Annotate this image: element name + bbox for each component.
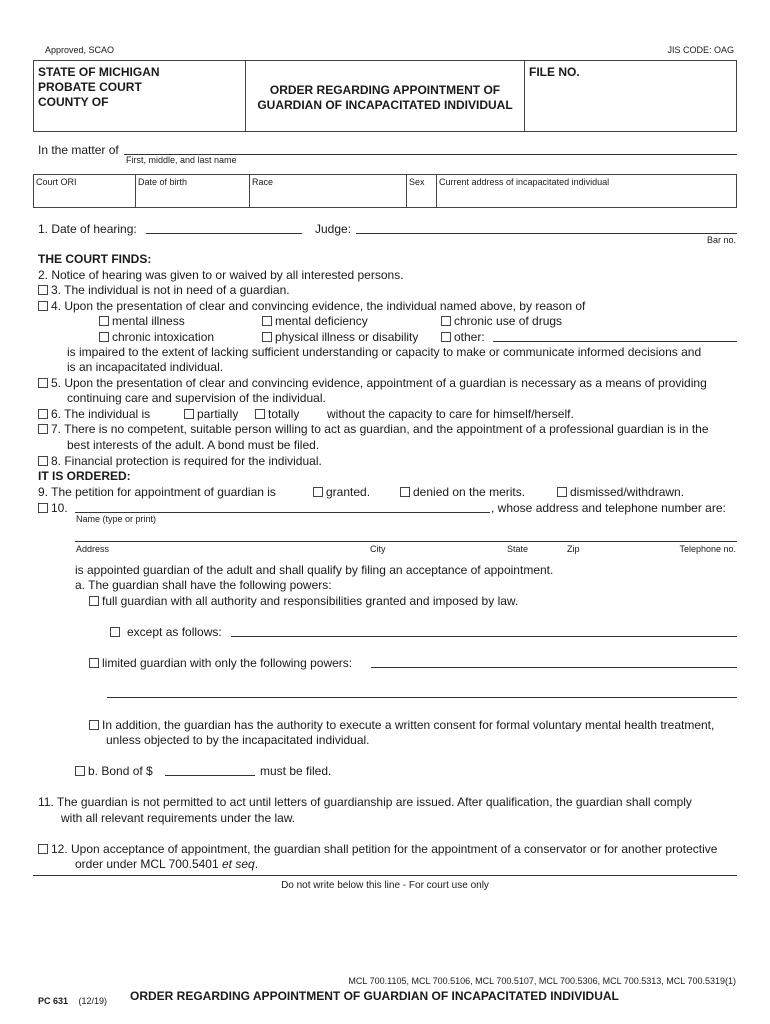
finding-8: 8. Financial protection is required for the individual.: [38, 454, 322, 468]
checkbox-order-12[interactable]: [38, 844, 48, 854]
footer-form-title: ORDER REGARDING APPOINTMENT OF GUARDIAN OF INCAPACITATED INDIVIDUAL: [130, 989, 619, 1003]
checkbox-order-10[interactable]: [38, 503, 48, 513]
guardian-address-field[interactable]: [75, 541, 737, 542]
judge-field[interactable]: [356, 233, 737, 234]
finding-4: 4. Upon the presentation of clear and convincing evidence, the individual named above, by reason of: [38, 299, 585, 313]
option-partially: partially: [184, 407, 238, 421]
col-court-ori[interactable]: Court ORI: [36, 177, 77, 187]
bond-amount-field[interactable]: [165, 775, 255, 776]
checkbox-physical-illness[interactable]: [262, 332, 272, 342]
form-title-line2: GUARDIAN OF INCAPACITATED INDIVIDUAL: [257, 98, 513, 112]
checkbox-finding-7[interactable]: [38, 424, 48, 434]
finding-7: 7. There is no competent, suitable person willing to act as guardian, and the appointment of a professional guardian is in the: [38, 422, 709, 436]
checkbox-chronic-intoxication[interactable]: [99, 332, 109, 342]
powers-heading: a. The guardian shall have the following powers:: [75, 578, 332, 592]
zip-label: Zip: [567, 544, 580, 554]
checkbox-except[interactable]: [110, 627, 120, 637]
address-label: Address: [76, 544, 110, 554]
except-field[interactable]: [231, 636, 737, 637]
option-mental-illness: mental illness: [99, 314, 185, 328]
checkbox-full-guardian[interactable]: [89, 596, 99, 606]
col-date-of-birth[interactable]: Date of birth: [138, 177, 188, 187]
limited-powers-field[interactable]: [371, 667, 737, 668]
checkbox-mental-deficiency[interactable]: [262, 316, 272, 326]
finding-4-cont1: is impaired to the extent of lacking sufficient understanding or capacity to make or communicate informed decisions and: [67, 345, 702, 359]
mcl-references: MCL 700.1105, MCL 700.5106, MCL 700.5107, MCL 700.5306, MCL 700.5313, MCL 700.5319(1): [348, 976, 736, 986]
limited-powers-field-2[interactable]: [107, 697, 737, 698]
mental-health-option: In addition, the guardian has the authority to execute a written consent for formal voluntary mental health treatment,: [89, 718, 714, 732]
col-address[interactable]: Current address of incapacitated individual: [439, 177, 610, 187]
checkbox-partially[interactable]: [184, 409, 194, 419]
option-denied: denied on the merits.: [400, 485, 525, 499]
matter-label: In the matter of: [38, 143, 119, 157]
checkbox-totally[interactable]: [255, 409, 265, 419]
approved-label: Approved, SCAO: [45, 45, 115, 55]
checkbox-finding-6[interactable]: [38, 409, 48, 419]
option-physical-illness: physical illness or disability: [262, 330, 418, 344]
city-label: City: [370, 544, 386, 554]
order-11-line1: 11. The guardian is not permitted to act until letters of guardianship are issued. After qualification, the guardian shall comply: [38, 795, 692, 809]
other-reason-field[interactable]: [493, 341, 737, 342]
court-label: PROBATE COURT: [38, 80, 142, 94]
order-12: 12. Upon acceptance of appointment, the guardian shall petition for the appointment of a conservator or for another protective: [38, 842, 717, 856]
mental-health-cont: unless objected to by the incapacitated individual.: [106, 733, 370, 747]
state-label: STATE OF MICHIGAN: [38, 65, 160, 79]
finding-4-cont2: is an incapacitated individual.: [67, 360, 224, 374]
county-label: COUNTY OF: [38, 95, 109, 109]
file-no-label: FILE NO.: [529, 65, 580, 79]
checkbox-finding-8[interactable]: [38, 456, 48, 466]
bond-option: b. Bond of $: [75, 764, 153, 778]
finding-6-end: without the capacity to care for himself/herself.: [327, 407, 574, 421]
jis-code: JIS CODE: OAG: [667, 45, 734, 55]
order-9: 9. The petition for appointment of guardian is: [38, 485, 276, 499]
order-11-line2: with all relevant requirements under the law.: [61, 811, 296, 825]
checkbox-bond[interactable]: [75, 766, 85, 776]
option-dismissed: dismissed/withdrawn.: [557, 485, 684, 499]
checkbox-dismissed[interactable]: [557, 487, 567, 497]
option-granted: granted.: [313, 485, 370, 499]
ordered-heading: IT IS ORDERED:: [38, 469, 131, 483]
option-chronic-intoxication: chronic intoxication: [99, 330, 214, 344]
checkbox-finding-4[interactable]: [38, 301, 48, 311]
except-option: except as follows:: [110, 625, 222, 639]
hearing-date-label: 1. Date of hearing:: [38, 222, 137, 236]
option-other: other:: [441, 330, 485, 344]
form-id: PC 631 (12/19): [38, 996, 108, 1006]
checkbox-mental-illness[interactable]: [99, 316, 109, 326]
court-use-label: Do not write below this line - For court use only: [281, 880, 489, 891]
guardian-name-field[interactable]: [75, 512, 490, 513]
checkbox-chronic-drugs[interactable]: [441, 316, 451, 326]
full-guardian-option: full guardian with all authority and responsibilities granted and imposed by law.: [89, 594, 518, 608]
finding-5: 5. Upon the presentation of clear and convincing evidence, appointment of a guardian is necessary as a means of providing: [38, 376, 707, 390]
finding-3: 3. The individual is not in need of a guardian.: [38, 283, 290, 297]
state-label-addr: State: [507, 544, 529, 554]
judge-label: Judge:: [315, 222, 352, 236]
checkbox-finding-3[interactable]: [38, 285, 48, 295]
checkbox-other[interactable]: [441, 332, 451, 342]
matter-sublabel: First, middle, and last name: [126, 155, 237, 165]
order-10: 10.: [38, 501, 68, 515]
limited-guardian-option: limited guardian with only the following powers:: [89, 656, 352, 670]
finding-6: 6. The individual is: [38, 407, 150, 421]
col-sex[interactable]: Sex: [409, 177, 425, 187]
telephone-label: Telephone no.: [679, 544, 736, 554]
court-use-divider: [33, 875, 737, 876]
name-label: Name (type or print): [76, 514, 157, 524]
finding-7-cont: best interests of the adult. A bond must be filed.: [67, 438, 320, 452]
finding-5-cont: continuing care and supervision of the individual.: [67, 391, 326, 405]
checkbox-denied[interactable]: [400, 487, 410, 497]
order-10-end: , whose address and telephone number are:: [491, 501, 726, 515]
bond-end: must be filed.: [260, 764, 332, 778]
option-chronic-drugs: chronic use of drugs: [441, 314, 562, 328]
col-race[interactable]: Race: [252, 177, 274, 187]
checkbox-limited-guardian[interactable]: [89, 658, 99, 668]
checkbox-finding-5[interactable]: [38, 378, 48, 388]
appointed-text: is appointed guardian of the adult and shall qualify by filing an acceptance of appointment.: [75, 563, 554, 577]
option-totally: totally: [255, 407, 299, 421]
order-12-line2: order under MCL 700.5401 et seq.: [75, 857, 259, 871]
court-finds-heading: THE COURT FINDS:: [38, 252, 152, 266]
bar-no-label: Bar no.: [706, 235, 736, 245]
finding-2: 2. Notice of hearing was given to or waived by all interested persons.: [38, 268, 404, 282]
hearing-date-field[interactable]: [146, 233, 302, 234]
form-title-line1: ORDER REGARDING APPOINTMENT OF: [269, 83, 501, 97]
option-mental-deficiency: mental deficiency: [262, 314, 368, 328]
checkbox-granted[interactable]: [313, 487, 323, 497]
checkbox-mental-health[interactable]: [89, 720, 99, 730]
